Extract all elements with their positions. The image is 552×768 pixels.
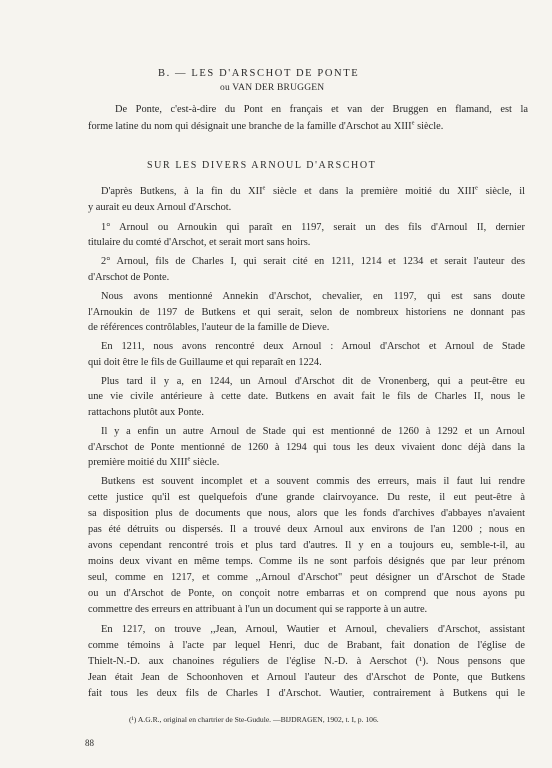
body-line: Il y a enfin un autre Arnoul de Stade qui est mentionné de 1260 à 1292 et un Arnoul [101,426,525,437]
intro-line: forme latine du nom qui désignait une branche de la famille d'Arschot au XIIIe siècle. [88,119,444,132]
body-line: Plus tard il y a, en 1244, un Arnoul d'Arschot dit de Vronenberg, qui a peut-être eu [101,376,525,387]
body-line: d'Arschot de Ponte. [88,272,170,283]
body-line: titulaire du comté d'Arschot, et serait mort sans hoirs. [88,237,311,248]
body-line: Jean était Jean de Schoonhoven et Arnoul l'auteur des d'Arschot de Ponte, que Butkens [88,672,525,683]
body-line: avons cependant rencontré trois et plus tard d'autres. Il y en a toujours eu, semble-t-il, au [88,540,525,551]
intro-line: De Ponte, c'est-à-dire du Pont en français et van der Bruggen en flamand, est la [115,104,528,115]
body-line: pas été détruits ou dispersés. Il a trouvé deux Arnoul aux environs de l'an 1200 ; nous en [88,524,525,535]
section-subtitle: ou VAN DER BRUGGEN [220,83,325,93]
body-line: Nous avons mentionné Annekin d'Arschot, chevalier, en 1197, qui est sans doute [101,291,525,302]
body-line: première moitié du XIIIe siècle. [88,455,220,468]
body-line: fait tous les deux fils de Charles I d'Arschot. Wautier, contrairement à Butkens qui le [88,688,525,699]
body-line: y aurait eu deux Arnoul d'Arschot. [88,202,232,213]
body-line: En 1217, on trouve ,,Jean, Arnoul, Wautier et Arnoul, chevaliers d'Arschot, assistant [101,624,525,635]
footnote: (¹) A.G.R., original en chartrier de Ste-Gudule. —BIJDRAGEN, 1902, t. I, p. 106. [129,715,379,724]
body-line: qui doit être le fils de Guillaume et qui reparaît en 1224. [88,357,322,368]
body-line: rattachons plutôt aux Ponte. [88,407,205,418]
body-line: une vie civile antérieure à cette date. Butkens en avait fait le fils de Charles II, nous le [88,391,525,402]
body-line: Thielt-N.-D. aux chanoines réguliers de l'église N.-D. à Aerschot (¹). Nous pensons que [88,656,525,667]
body-line: Butkens est souvent incomplet et a souvent commis des erreurs, mais il faut lui rendre [101,476,525,487]
body-line: commettre des erreurs en attribuant à l'un un document qui se rapporte à un autre. [88,604,428,615]
body-line: 1° Arnoul ou Arnoukin qui paraît en 1197, serait un des fils d'Arnoul II, dernier [101,222,525,233]
body-line: seul, comme en 1217, et comme ,,Arnoul d'Arschot" peut désigner un d'Arschot de Stade [88,572,525,583]
body-line: D'après Butkens, à la fin du XIIe siècle et dans la première moitié du XIIIe siècle, il [101,184,525,197]
body-line: ou un d'Arschot de Ponte, on conçoit notre embarras et on comprend que nous ayons pu [88,588,525,599]
body-line: moins deux vivant en même temps. Comme ils ne sont parfois désignés que par leur prénom [88,556,525,567]
body-line: cette justice qu'il est quelquefois d'une grande clairvoyance. Du reste, il eut peut-être à [88,492,525,503]
page-number: 88 [85,738,94,748]
body-line: de références contrôlables, l'auteur de la famille de Dieve. [88,322,330,333]
subsection-title: SUR LES DIVERS ARNOUL D'ARSCHOT [147,160,377,171]
body-line: comme témoins à l'acte par lequel Henri, duc de Brabant, fait donation de l'église de [88,640,525,651]
body-line: En 1211, nous avons rencontré deux Arnoul : Arnoul d'Arschot et Arnoul de Stade [101,341,525,352]
body-line: l'Arnoukin de 1197 de Butkens et qui serait, selon de nombreux historiens ne donnant pas [88,307,525,318]
body-line: d'Arschot de Ponte mentionné de 1260 à 1294 qui tous les deux vivaient donc déjà dans la [88,442,525,453]
section-title: B. — LES D'ARSCHOT DE PONTE [158,68,360,79]
body-line: sa disposition plus de documents que nous, alors que les fonds d'archives d'abbayes n'avaient [88,508,525,519]
body-line: 2° Arnoul, fils de Charles I, qui serait cité en 1211, 1214 et 1234 et serait l'auteur des [101,256,525,267]
